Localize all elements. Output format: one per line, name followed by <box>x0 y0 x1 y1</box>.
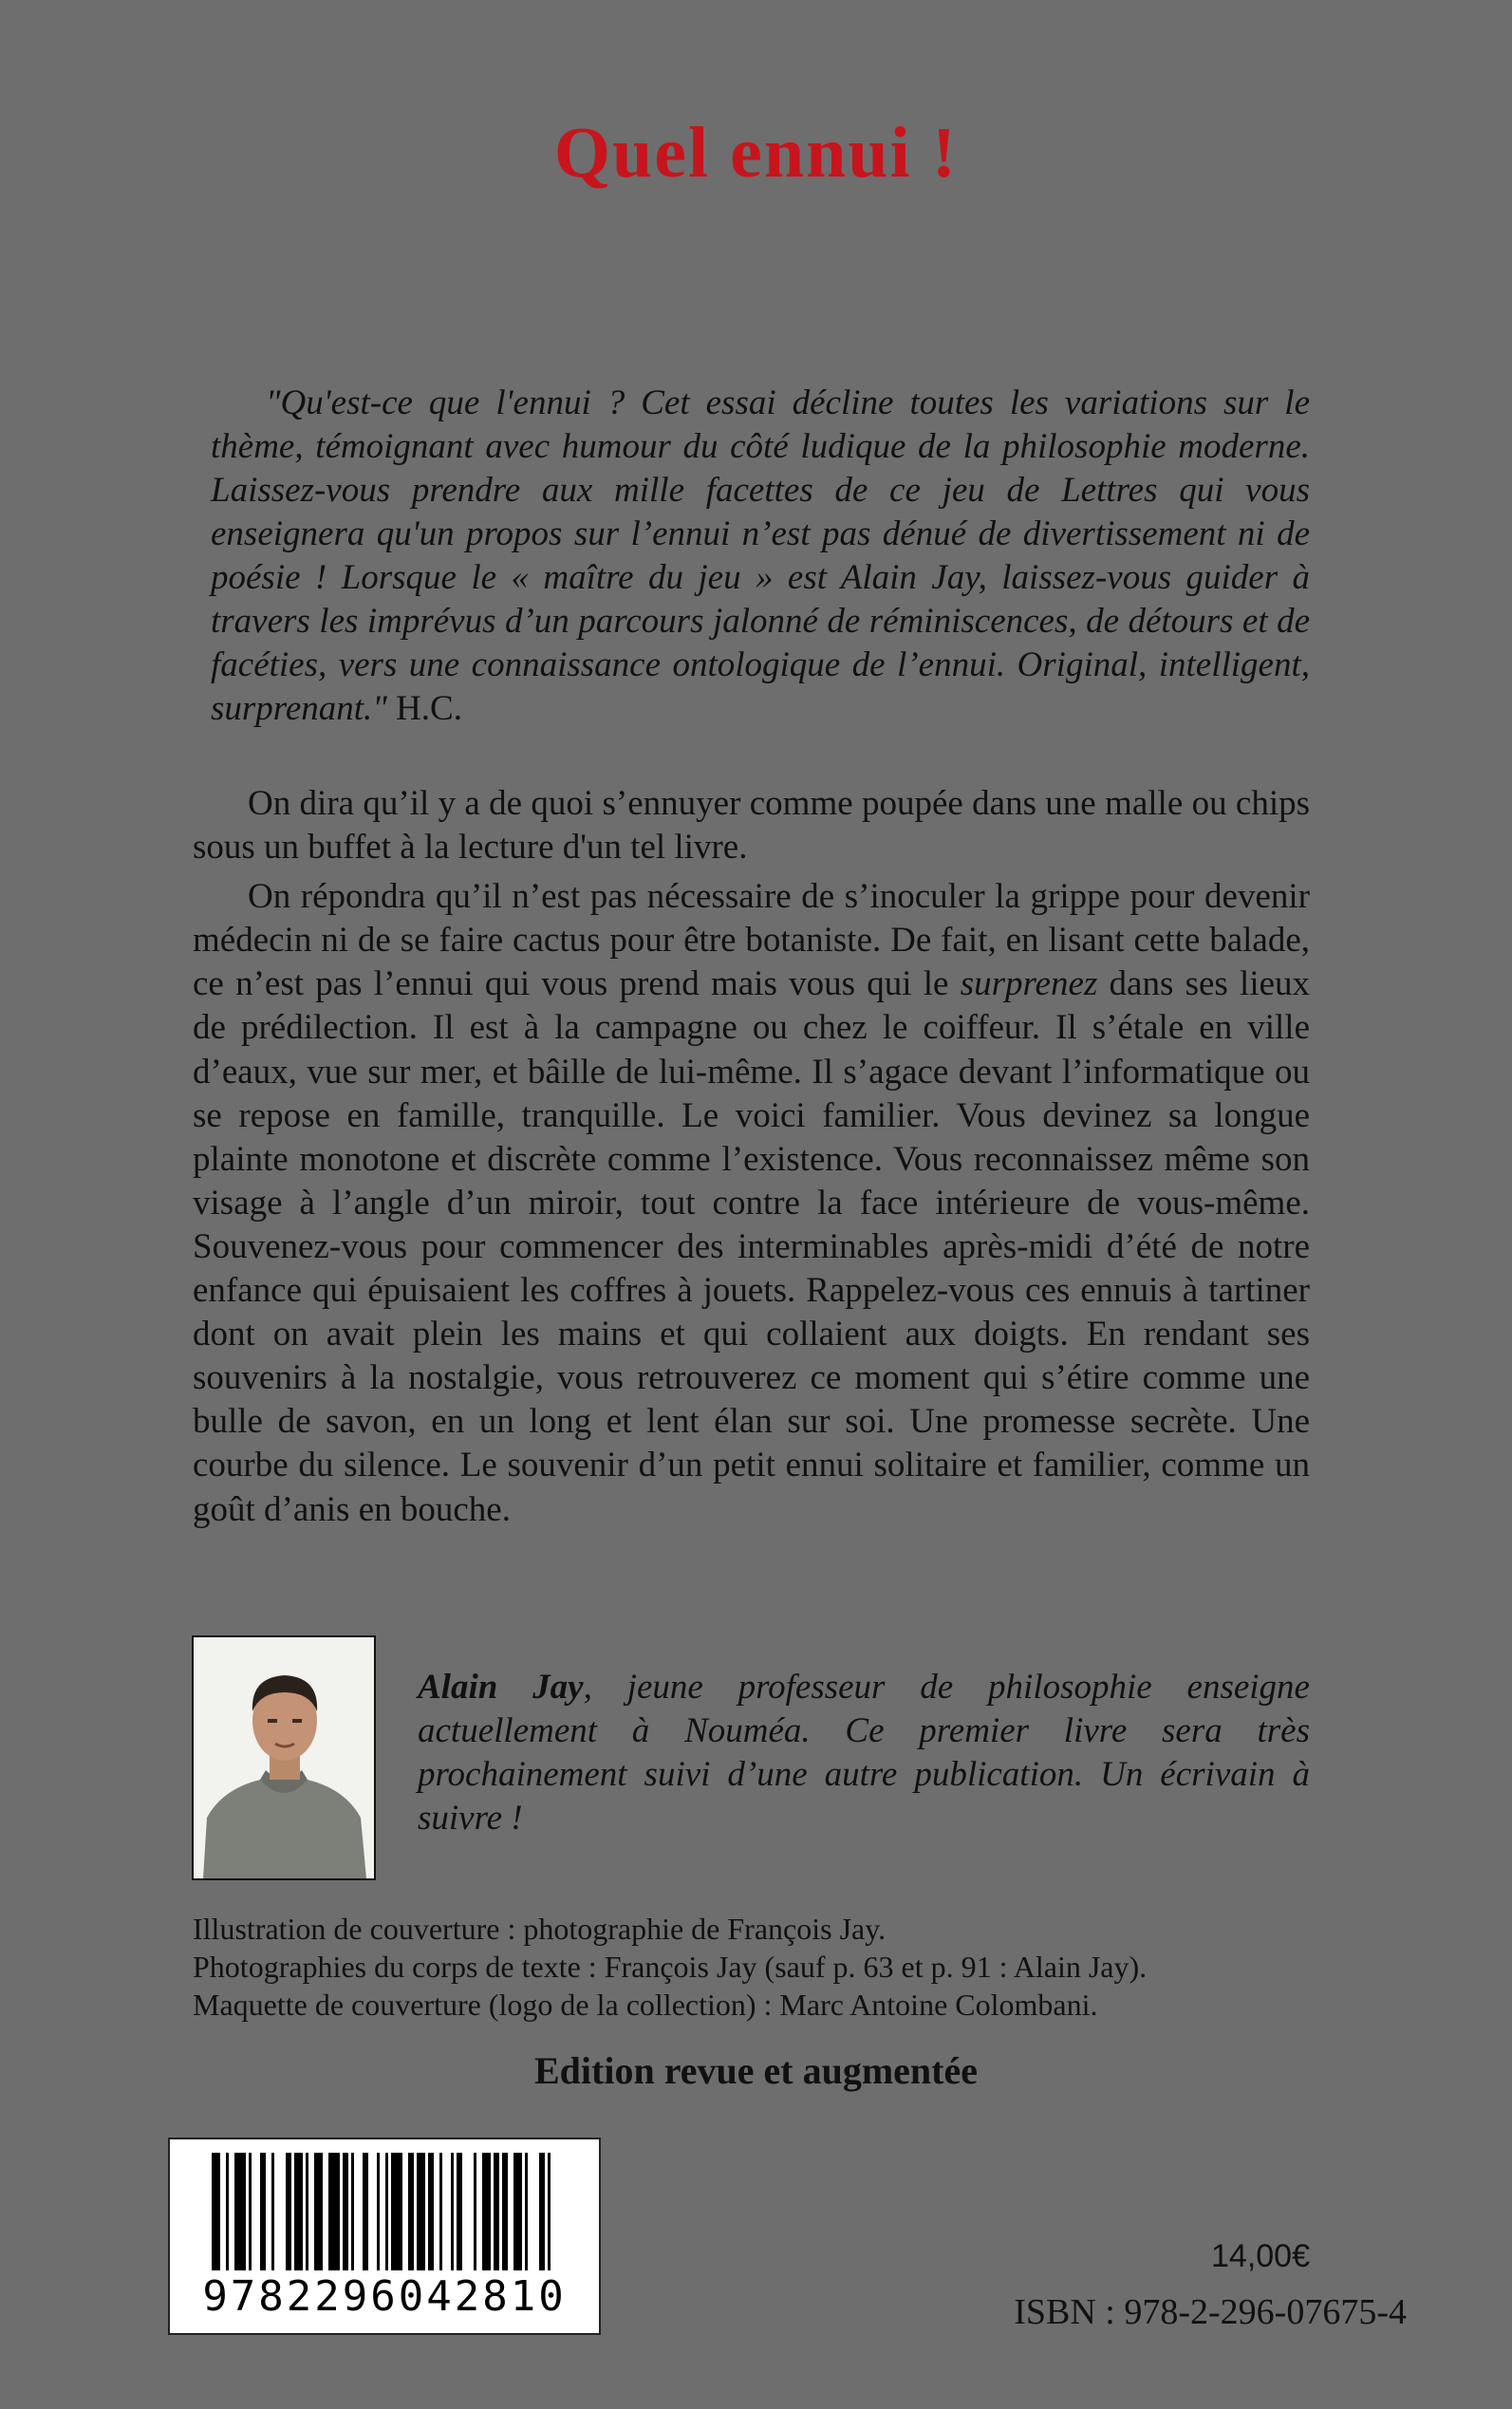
credits <box>193 1910 1379 2024</box>
author-photo <box>192 1635 376 1880</box>
author-portrait-image <box>194 1637 374 1878</box>
paragraph-2-emphasis: surprenez <box>960 964 1098 1004</box>
isbn: ISBN : 978-2-296-07675-4 <box>1014 2292 1407 2332</box>
paragraph-2-start: On répondra qu’il n’est pas nécessaire de s’inoculer la grippe pour devenir médecin ni de se faire cactus pour être botaniste. De fait, en lisant cette balade, ce n’est pas l’ennui qui vous prend mais vous qui le <box>193 877 1310 1004</box>
credit-line: Maquette de couverture (logo de la collection) : Marc Antoine Colombani. <box>193 1988 1098 2022</box>
author-bio-text: , jeune professeur de philosophie enseigne actuellement à Nouméa. Ce premier livre sera très prochainement suivi d’une autre publication. Un écrivain à suivre ! <box>418 1668 1310 1838</box>
review-signature: H.C. <box>396 689 462 728</box>
price: 14,00€ <box>1211 2238 1310 2274</box>
paragraph-2 <box>193 875 1310 1531</box>
book-title: Quel ennui ! <box>553 113 959 193</box>
edition-note: Edition revue et augmentée <box>534 2049 978 2092</box>
paragraph-2-end: dans ses lieux de prédilection. Il est à la campagne ou chez le coiffeur. Il s’étale en ville d’eaux, vue sur mer, et bâille de lui-même. Il s’agace devant l’informatique ou se repose en famille, tranquille. Le voici familier. Vous devinez sa longue plainte monotone et discrète comme l’existence. Vous reconnaissez même son visage à l’angle d’un miroir, tout contre la face intérieure de vous-même. Souvenez-vous pour commencer des interminables après-midi d’été de notre enfance qui épuisaient les coffres à jouets. Rappelez-vous ces ennuis à tartiner dont on avait plein les mains et qui collaient aux doigts. En rendant ses souvenirs à la nostalgie, vous retrouverez ce moment qui s’étire comme une bulle de savon, en un long et lent élan sur soi. Une promesse secrète. Une courbe du silence. Le souvenir d’un petit ennui solitaire et familier, comme un goût d’anis en bouche. <box>193 964 1311 1529</box>
credit-line: Illustration de couverture : photographie de François Jay. <box>193 1912 887 1946</box>
author-bio <box>418 1666 1310 1840</box>
author-name: Alain Jay <box>418 1668 584 1707</box>
credit-line: Photographies du corps de texte : François Jay (sauf p. 63 et p. 91 : Alain Jay). <box>193 1950 1148 1984</box>
barcode-digits: 9782296042810 <box>202 2272 567 2321</box>
barcode <box>168 2138 601 2335</box>
review-blurb <box>211 382 1310 731</box>
review-quote: "Qu'est-ce que l'ennui ? Cet essai décline toutes les variations sur le thème, témoignant avec humour du côté ludique de la philosophie moderne. Laissez-vous prendre aux mille facettes de ce jeu de Lettres qui vous enseignera qu'un propos sur l’ennui n’est pas dénué de divertissement ni de poésie ! Lorsque le « maître du jeu » est Alain Jay, laissez-vous guider à travers les imprévus d’un parcours jalonné de réminiscences, de détours et de facéties, vers une connaissance ontologique de l’ennui. Original, intelligent, surprenant." <box>211 383 1310 728</box>
paragraph-1: On dira qu’il y a de quoi s’ennuyer comme poupée dans une malle ou chips sous un buffet à la lecture d'un tel livre. <box>193 784 1310 868</box>
back-cover-text <box>193 782 1310 1532</box>
